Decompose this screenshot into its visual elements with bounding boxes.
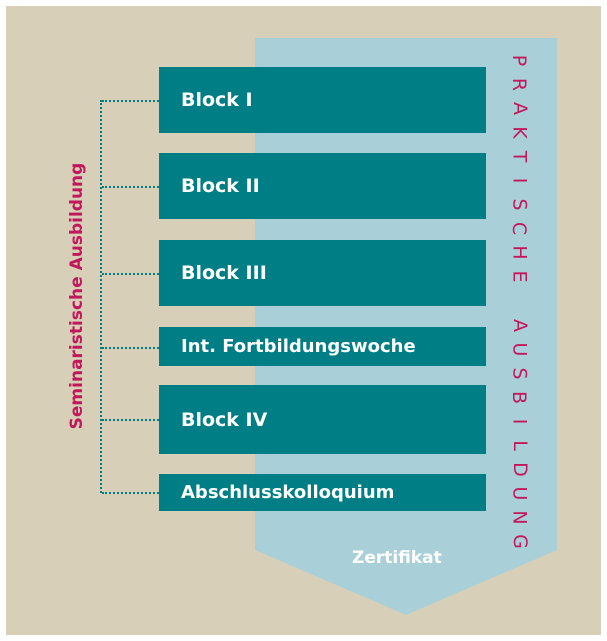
label-letter: I bbox=[508, 418, 531, 425]
connector-block-5 bbox=[102, 419, 159, 421]
block-5-label: Block IV bbox=[181, 408, 268, 431]
block-6 bbox=[159, 474, 486, 511]
block-6-label: Abschlusskolloquium bbox=[181, 482, 395, 503]
label-letter: P bbox=[508, 54, 531, 67]
block-2 bbox=[159, 153, 486, 219]
block-1-label: Block I bbox=[181, 89, 253, 111]
block-3-label: Block III bbox=[181, 262, 267, 284]
practical-training-label bbox=[503, 51, 535, 551]
label-letter: L bbox=[508, 439, 531, 451]
block-4 bbox=[159, 327, 486, 366]
block-1 bbox=[159, 67, 486, 133]
block-4-label: Int. Fortbildungswoche bbox=[181, 336, 416, 357]
label-letter: H bbox=[508, 245, 531, 261]
label-letter: E bbox=[508, 270, 531, 283]
connector-block-3 bbox=[102, 273, 159, 275]
label-letter: B bbox=[508, 390, 531, 404]
label-letter: G bbox=[508, 534, 531, 549]
label-letter: R bbox=[508, 77, 531, 92]
block-2-label: Block II bbox=[181, 175, 260, 197]
label-space bbox=[509, 298, 528, 304]
label-letter: N bbox=[508, 510, 531, 525]
connector-block-1 bbox=[102, 100, 159, 102]
connector-block-2 bbox=[102, 186, 159, 188]
label-letter: D bbox=[508, 461, 531, 477]
connector-block-4 bbox=[102, 347, 159, 349]
block-3 bbox=[159, 240, 486, 306]
block-5 bbox=[159, 385, 486, 454]
label-letter: U bbox=[508, 342, 531, 357]
label-letter: K bbox=[508, 126, 531, 139]
label-letter: U bbox=[508, 486, 531, 501]
label-letter: S bbox=[508, 198, 531, 211]
connector-block-6 bbox=[102, 492, 159, 494]
seminar-training-label: Seminaristische Ausbildung bbox=[67, 162, 87, 430]
label-letter: T bbox=[508, 150, 531, 163]
label-letter: A bbox=[508, 102, 531, 116]
label-letter: I bbox=[508, 177, 531, 184]
certificate-label: Zertifikat bbox=[352, 548, 442, 568]
label-letter: S bbox=[508, 367, 531, 380]
connector-vertical-line bbox=[100, 100, 102, 493]
label-letter: C bbox=[508, 222, 531, 236]
label-letter: A bbox=[508, 318, 531, 332]
